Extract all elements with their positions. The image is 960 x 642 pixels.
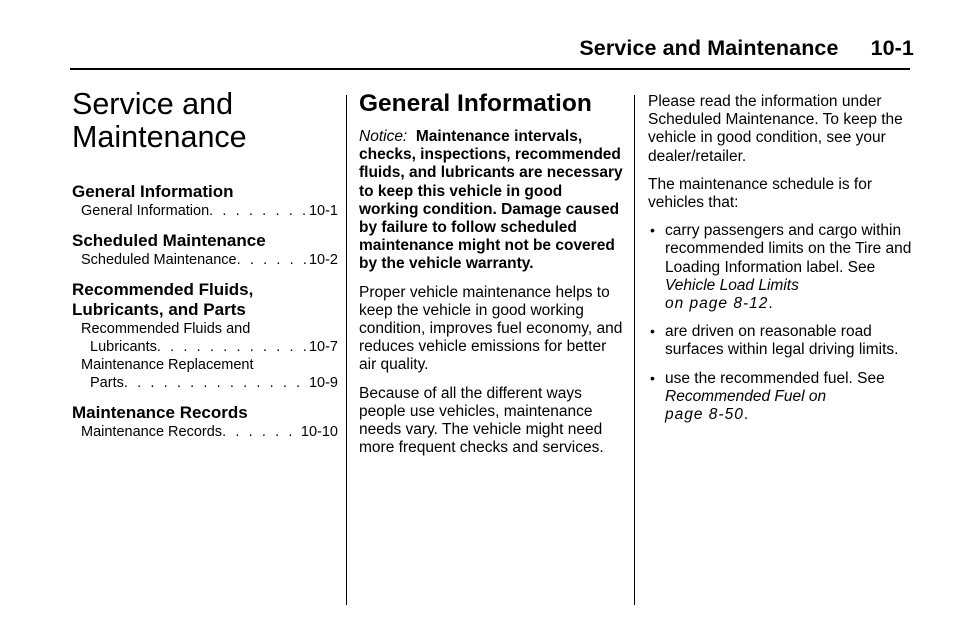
header-rule — [70, 68, 910, 70]
vehicle-conditions-list — [648, 222, 914, 424]
body-column-2 — [648, 93, 914, 434]
header-page-number: 10-1 — [870, 36, 914, 60]
list-item: • are driven on reasonable road surfaces within legal driving limits. — [648, 323, 914, 359]
body-column-1 — [359, 88, 625, 467]
toc-entry-parts-line2[interactable]: Parts . . . 10-9 — [90, 374, 338, 392]
paragraph-please-read: Please read the information under Scheduled Maintenance. To keep the vehicle in good condition, see your dealer/retailer. — [648, 93, 903, 165]
toc-entry-scheduled-maintenance[interactable]: Scheduled Maintenance . . . 10-2 — [81, 251, 338, 269]
toc-heading-fluids[interactable]: Recommended Fluids, Lubricants, and Parts — [72, 280, 254, 319]
toc-heading-general[interactable]: General Information — [72, 182, 234, 201]
column-divider-2 — [634, 95, 635, 605]
notice-label: Notice: — [359, 128, 408, 145]
toc-entry-fluids-line1[interactable]: Recommended Fluids and — [81, 321, 251, 337]
toc-entry-fluids-line2[interactable]: Lubricants . . . 10-7 — [90, 338, 338, 356]
paragraph-different-ways: Because of all the different ways people use vehicles, maintenance needs vary. The vehicle might need more frequent checks and services. — [359, 384, 604, 457]
list-item: • use the recommended fuel. See Recommended Fuel on page 8-50. — [648, 370, 914, 425]
link-vehicle-load-limits[interactable]: Vehicle Load Limits on page 8-12 — [665, 276, 799, 313]
page-header — [579, 36, 914, 61]
paragraph-schedule-for: The maintenance schedule is for vehicles that: — [648, 175, 873, 212]
chapter-title: Service and Maintenance — [72, 87, 247, 154]
header-section-title: Service and Maintenance — [579, 36, 839, 60]
paragraph-proper-maintenance: Proper vehicle maintenance helps to keep the vehicle in good working condition, improves fuel economy, and reduces vehicle emissions for better air quality. — [359, 283, 623, 374]
column-divider-1 — [346, 95, 347, 605]
link-recommended-fuel[interactable]: Recommended Fuel on page 8-50 — [665, 387, 827, 424]
toc-heading-scheduled[interactable]: Scheduled Maintenance — [72, 231, 266, 250]
toc-column — [72, 88, 338, 441]
toc-entry-parts-line1[interactable]: Maintenance Replacement — [81, 357, 254, 373]
toc-entry-maintenance-records[interactable]: Maintenance Records . . . 10-10 — [81, 423, 338, 441]
section-title: General Information — [359, 90, 592, 117]
toc-heading-records[interactable]: Maintenance Records — [72, 403, 248, 422]
notice-paragraph: Notice: Maintenance intervals, checks, inspections, recommended fluids, and lubricants are necessary to keep this vehicle in good working condition. Damage caused by failure to follow scheduled maintenance might not be covered by the vehicle warranty. — [359, 128, 623, 273]
toc-entry-general-information[interactable]: General Information . . . 10-1 — [81, 202, 338, 220]
list-item: • carry passengers and cargo within recommended limits on the Tire and Loading Information label. See Vehicle Load Limits on page 8-12. — [648, 222, 914, 313]
